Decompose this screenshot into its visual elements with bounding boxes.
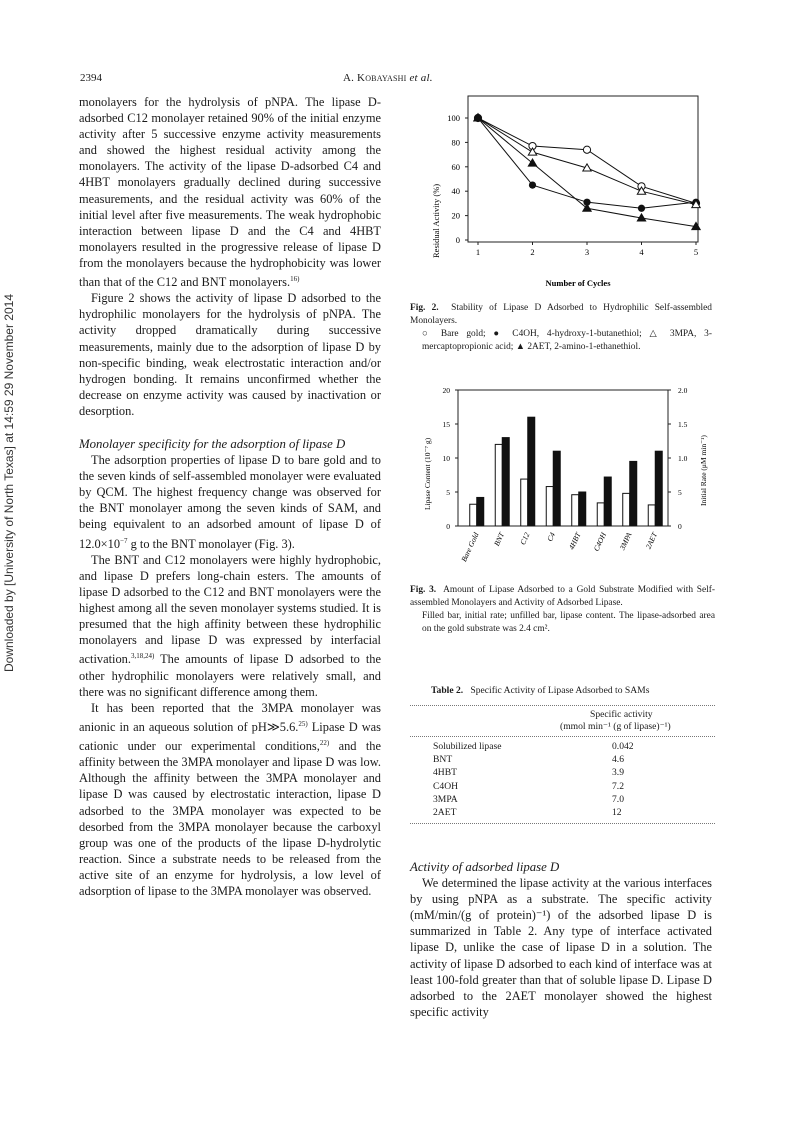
table2-row-name: 4HBT: [433, 767, 457, 779]
fig2-point: [528, 148, 536, 155]
section-heading: Monolayer specificity for the adsorption of lipase D: [79, 437, 346, 451]
paragraph-text: The adsorption properties of lipase D to bare gold and to the seven kinds of self-assembled monolayer were evaluated by QCM. The highest frequency change was observed for the BNT monolayer among the seven kinds of SAM, and being equivalent to an adsorbed amount of lipase D of 12.0×10: [79, 453, 381, 551]
fig3-bar-rate: [477, 497, 484, 526]
table2-row-value: 12: [612, 807, 622, 818]
paragraph-text: It has been reported that the 3MPA monolayer was anionic in an aqueous solution of pH≫5.6.: [79, 700, 381, 734]
fig2-ytick-label: 40: [451, 186, 460, 197]
paragraph: We determined the lipase activity at the various interfaces by using pNPA as a substrate. The specific activity (mM/min/(g of protein)⁻¹) of the adsorbed lipase D is summarized in Table 2. Any type of interface activated lipase D, unlike the case of lipase D in a solution. The activity of lipase D adsorbed to each kind of interface was at least 100-fold greater than that of soluble lipase D. Lipase D adsorbed to the 2AET monolayer showed the highest specific activity: [410, 876, 712, 1019]
fig3-ytick-right-label: 1.0: [678, 454, 688, 463]
fig3-ytick-right-label: 5: [678, 488, 682, 497]
fig3-category-label: BNT: [492, 531, 507, 548]
fig3-category-label: 4HBT: [566, 531, 583, 552]
fig3-ytick-left-label: 0: [446, 522, 450, 531]
exponent: −7: [120, 536, 128, 545]
page-number: 2394: [80, 72, 102, 84]
paragraph-text: monolayers for the hydrolysis of pNPA. The lipase D-adsorbed C12 monolayer retained 90% of the initial enzyme activity after 5 successive enzyme activity measurements and showed the highest residual activity among the monolayers. The activity of the lipase D-adsorbed C4 and 4HBT monolayers gradually declined during successive measurements, and the residual activity was 60% of the initial level after five measurements. The weak hydrophobic interaction between lipase D and the C4 and 4HBT monolayers resulted in the progressive release of lipase D from the monolayers because the hydrophobicity was lower than that of the C12 and BNT monolayers.: [79, 95, 381, 290]
paragraph-text: and the affinity between the 3MPA monolayer and lipase D was low. Although the affinity between the 3MPA monolayer and lipase D was caused by electrostatic interaction, lipase D adsorbed to the 3MPA monolayer was expected to be desorbed from the 3MPA monolayer because the carboxyl group was one of the products of the lipase D-hydrolytic reaction. Since a substrate needs to be released from the active site of an enzyme for hydrolysis, a low level of adsorption of lipase to the 3MPA monolayer was observed.: [79, 739, 381, 899]
table2-row-name: BNT: [433, 754, 453, 766]
paragraph: [79, 94, 381, 290]
fig2-caption-label: Fig. 2.: [410, 303, 439, 313]
fig3-ytick-right-label: 0: [678, 522, 682, 531]
fig3-category-label: C12: [518, 531, 532, 547]
citation-ref: 3,18,24): [130, 652, 155, 661]
fig3-ytick-right-label: 1.5: [678, 420, 688, 429]
fig3-category-label: 3MPA: [617, 531, 634, 552]
fig3-ytick-right-label: 2.0: [678, 386, 688, 395]
fig3-bar-rate: [630, 461, 637, 526]
fig3-ytick-left-label: 10: [442, 454, 450, 463]
fig3-bar-lipase: [623, 493, 630, 526]
fig3-bar-rate: [528, 417, 535, 526]
fig2-xtick-label: 1: [475, 247, 481, 257]
fig2-point: [529, 182, 536, 189]
table2-row-value: 0.042: [612, 741, 634, 752]
fig3-bar-lipase: [521, 479, 528, 526]
table2-row-value: 4.6: [612, 754, 624, 766]
fig2-legend: ○ Bare gold; ● C4OH, 4-hydroxy-1-butanethiol; △ 3MPA, 3-mercaptopropionic acid; ▲ 2AET, 2-amino-1-ethanethiol.: [422, 329, 712, 352]
fig2-series-line: [478, 118, 696, 205]
fig3-bar-rate: [579, 492, 586, 526]
figure-2-line-chart: [410, 86, 720, 292]
table2-title-text: Specific Activity of Lipase Adsorbed to SAMs: [470, 685, 650, 696]
table-rule: [410, 823, 715, 824]
table2-row-value: 7.2: [612, 780, 624, 792]
fig3-category-label: Bare Gold: [459, 531, 481, 564]
fig3-caption-title: Amount of Lipase Adsorbed to a Gold Substrate Modified with Self-assembled Monolayers and Activity of Adsorbed Lipase.: [410, 585, 715, 608]
running-head: [343, 72, 433, 84]
fig3-bar-lipase: [495, 444, 502, 526]
fig3-category-label: C4OH: [591, 531, 609, 553]
fig2-ytick-label: 60: [451, 161, 460, 172]
download-notice: Downloaded by [University of North Texas] at 14:59 29 November 2014: [2, 294, 16, 672]
fig3-bar-rate: [604, 477, 611, 526]
paragraph-text: The BNT and C12 monolayers were highly hydrophobic, and lipase D prefers long-chain esters. The amounts of lipase D adsorbed to the C12 and BNT monolayers were the highest among all the seven monolayer systems studied. It is presumed that the high affinity between these hydrophilic monolayers and lipase D was expressed by interfacial activation.: [79, 552, 381, 667]
fig2-ytick-label: 100: [447, 113, 460, 123]
fig3-bar-rate: [553, 451, 560, 526]
fig2-xtick-label: 3: [584, 247, 590, 257]
citation-ref: 16): [290, 275, 300, 284]
fig3-category-label: C4: [545, 531, 558, 543]
table2-row-value: 3.9: [612, 767, 624, 779]
fig2-xtick-label: 5: [693, 247, 699, 257]
fig3-caption-note: Filled bar, initial rate; unfilled bar, lipase content. The lipase-adsorbed area on the gold substrate was 2.4 cm².: [422, 611, 715, 634]
left-column: [79, 94, 381, 899]
fig3-ylabel-right: Initial Rate (μM min⁻¹): [699, 435, 708, 506]
citation-ref: 25): [298, 719, 308, 728]
fig2-caption: [410, 302, 712, 354]
fig3-caption: [410, 584, 715, 636]
table-rule: [410, 705, 715, 706]
fig3-caption-label: Fig. 3.: [410, 585, 437, 595]
fig3-bar-lipase: [597, 503, 604, 526]
fig2-xlabel: Number of Cycles: [545, 278, 611, 288]
citation-ref: 22): [319, 739, 330, 748]
table2-title: [431, 685, 649, 696]
fig3-bar-lipase: [470, 504, 477, 526]
paragraph-text: The amounts of lipase D adsorbed to the other hydrophilic monolayers were relatively small, and there was no significant difference among them.: [79, 652, 381, 699]
fig2-point: [583, 204, 591, 211]
paragraph: [79, 700, 381, 899]
fig2-xtick-label: 2: [530, 247, 535, 257]
fig3-ytick-left-label: 20: [442, 386, 450, 395]
right-column: [410, 859, 712, 1020]
fig2-point: [528, 159, 536, 166]
section-heading: Activity of adsorbed lipase D: [410, 860, 560, 874]
fig2-ytick-label: 20: [451, 210, 460, 221]
table2-row-value: 7.0: [612, 793, 624, 805]
fig3-category-label: 2AET: [643, 531, 660, 551]
fig2-xtick-label: 4: [639, 247, 644, 257]
fig2-ytick-label: 0: [455, 235, 460, 245]
running-head-etal: et al.: [409, 72, 433, 84]
table2-col-header: Specific activity: [590, 709, 653, 720]
table2-row-name: 3MPA: [433, 793, 458, 805]
fig3-bar-lipase: [572, 495, 579, 526]
table2-row-name: Solubilized lipase: [433, 741, 502, 752]
fig3-ytick-left-label: 15: [442, 420, 450, 429]
fig3-ytick-left-label: 5: [446, 488, 450, 497]
fig3-bar-rate: [655, 451, 662, 526]
table2-label: Table 2.: [431, 685, 464, 696]
fig3-bar-lipase: [546, 487, 553, 526]
fig3-bar-lipase: [648, 505, 655, 526]
paragraph: [79, 452, 381, 552]
figure-3-bar-chart: [410, 380, 720, 576]
table2-row-name: C4OH: [433, 780, 459, 792]
fig2-point: [583, 146, 590, 153]
fig2-ytick-label: 80: [451, 137, 460, 148]
fig3-bar-rate: [502, 438, 509, 526]
fig2-caption-title: Stability of Lipase D Adsorbed to Hydrophilic Self-assembled Monolayers.: [410, 303, 712, 326]
running-head-author: A. Kobayashi: [343, 72, 407, 84]
fig2-plot-frame: [468, 96, 698, 242]
table2-row-name: 2AET: [433, 807, 457, 818]
table-rule: [410, 736, 715, 737]
paragraph-text: Lipase D was cationic under our experimental conditions,: [79, 719, 381, 754]
paragraph: Figure 2 shows the activity of lipase D adsorbed to the hydrophilic monolayers for the hydrolysis of pNPA. The activity dropped dramatically during successive measurements, mainly due to the adsorption of lipase D by non-specific binding, weak electrostatic interaction and/or hydrogen bonding. It remains unconfirmed whether the decrease on enzyme activity was caused by inactivation or desorption.: [79, 291, 381, 418]
paragraph: [79, 552, 381, 700]
fig2-point: [638, 205, 645, 212]
fig3-ylabel-left: Lipase Content (10⁻⁷ g): [423, 437, 432, 510]
table2-col-header-units: (mmol min⁻¹ (g of lipase)⁻¹): [560, 721, 671, 732]
fig2-series-line: [478, 118, 696, 203]
paragraph-text: g to the BNT monolayer (Fig. 3).: [127, 536, 295, 551]
fig2-ylabel: Residual Activity (%): [431, 183, 441, 258]
